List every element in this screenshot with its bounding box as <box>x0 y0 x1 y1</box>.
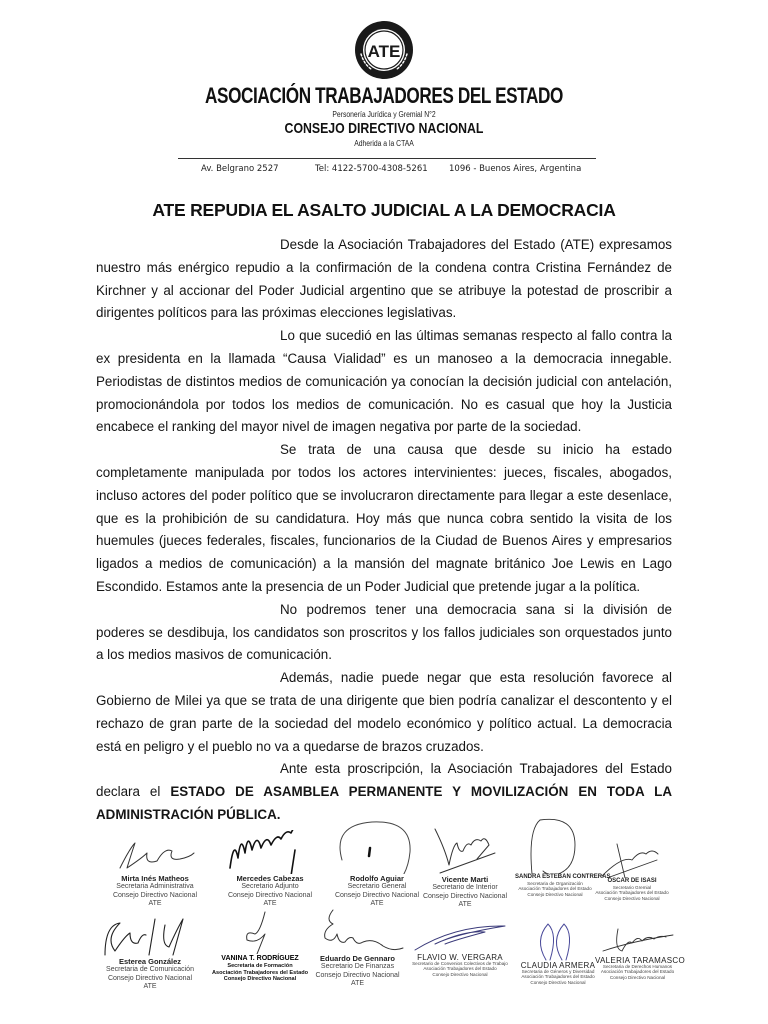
signature-scrawl <box>598 925 678 957</box>
signature-scrawl <box>592 842 672 878</box>
paragraph: Lo que sucedió en las últimas semanas respecto al fallo contra la ex presidenta en la llamada “Causa Vialidad” es un manoseo a la democracia innegable. Periodistas de distintos medios de comunicación ya conocían la decisión judicial con antelación, promocionándola por todos los medios de comunicación. No es casual que hoy la Justicia encabece el ranking del mayor nivel de imagen negativa por parte de la sociedad. <box>96 328 672 435</box>
signature-block: Mirta Inés Matheos Secretaria Administrativa Consejo Directivo Nacional ATE <box>100 838 210 909</box>
address: Av. Belgrano 2527 <box>201 164 279 174</box>
signature-scrawl <box>95 915 205 957</box>
signature-block: Mercedes Cabezas Secretario Adjunto Consejo Directivo Nacional ATE <box>215 830 325 909</box>
affiliation: Adherida a la CTAA <box>354 139 414 148</box>
closing-lead: Ante esta proscripción, la Asociación Trabajadores del Estado declara el <box>96 761 672 800</box>
paragraph: No podremos tener una democracia sana si la división de poderes se desdibuja, los candidatos son proscritos y los fallos judiciales son orquestados junto a los medios masivos de comunicación. <box>96 601 672 663</box>
signature-scrawl <box>518 916 598 962</box>
closing-paragraph <box>96 758 672 826</box>
paragraph: Se trata de una causa que desde su inicio ha estado completamente manipulada por todos los actores intervinientes: jueces, fiscales, abogados, incluso actores del poder político que se involucraron directamente para llegar a este desenlace, que es la prohibición de su candidatura. Hoy más que nunca cobra sentido la visita de los huemules (jueces federales, fiscales, funcionarios de la Ciudad de Buenos Aires y empresarios ligados a medios de comunicación) a la mansión del magnate británico Joe Lewis en Lago Escondido. Estamos ante la presencia de un Poder Judicial que pretende jugar a la política. <box>96 442 672 594</box>
city: 1096 - Buenos Aires, Argentina <box>449 164 582 174</box>
signature-block: Rodolfo Aguiar Secretario General Consejo Directivo Nacional ATE <box>322 820 432 909</box>
council-name: CONSEJO DIRECTIVO NACIONAL <box>284 120 484 137</box>
ate-emblem-icon <box>349 18 419 82</box>
signature-block: FLAVIO W. VERGARA Secretario de Convenios Colectivos de Trabajo Asociación Trabajadores del Estado Consejo Directivo Nacional <box>405 922 515 977</box>
document-body <box>96 234 672 827</box>
paragraph: Desde la Asociación Trabajadores del Estado (ATE) expresamos nuestro más enérgico repudio a la confirmación de la condena contra Cristina Fernández de Kirchner y al accionar del Poder Judicial argentino que se atribuye la potestad de proscribir a dirigentes políticos para las próximas elecciones legislativas. <box>96 237 672 321</box>
svg-text:ATE: ATE <box>367 42 401 61</box>
phone: Tel: 4122-5700-4308-5261 <box>315 164 428 174</box>
signature-block: Eduardo De Gennaro Secretario De Finanzas Consejo Directivo Nacional ATE <box>300 908 415 989</box>
signature-scrawl <box>220 830 320 874</box>
signature-scrawl <box>105 838 205 874</box>
signature-scrawl <box>405 922 515 954</box>
signature-block: CLAUDIA ARMERA Secretaria de Géneros y Diversidad Asociación Trabajadores del Estado Consejo Directivo Nacional <box>518 916 598 985</box>
signature-scrawl <box>515 818 595 874</box>
document-title: ATE REPUDIA EL ASALTO JUDICIAL A LA DEMOCRACIA <box>152 200 616 220</box>
signature-scrawl <box>303 908 413 954</box>
signature-block: OSCAR DE ISASI Secretario Gremial Asociación Trabajadores del Estado Consejo Directivo Nacional <box>592 842 672 901</box>
signature-block: Vicente Marti Secretario de Interior Consejo Directivo Nacional ATE <box>410 825 520 910</box>
legal-status: Personería Jurídica y Gremial N°2 <box>332 110 436 119</box>
paragraph: Además, nadie puede negar que esta resolución favorece al Gobierno de Milei ya que se trata de una dirigente que bien podría canalizar el descontento y el rechazo de gran parte de la sociedad del modelo económico y político actual. La democracia está en peligro y el pueblo no va a quedarse de brazos cruzados. <box>96 670 672 754</box>
signature-scrawl <box>415 825 515 875</box>
organization-name: ASOCIACIÓN TRABAJADORES DEL ESTADO <box>205 83 563 108</box>
signature-scrawl <box>220 910 300 954</box>
signature-block: VALERIA TARAMASCO Secretaria de Derechos Humanos Asociación Trabajadores del Estado Consejo Directivo Nacional <box>595 925 680 980</box>
header-divider <box>178 158 596 159</box>
closing-emphasis: ESTADO DE ASAMBLEA PERMANENTE Y MOVILIZACIÓN EN TODA LA ADMINISTRACIÓN PÚBLICA. <box>96 784 672 822</box>
signature-block: VANINA T. RODRÍGUEZ Secretaria de Formación Asociación Trabajadores del Estado Consejo Directivo Nacional <box>205 910 315 983</box>
signature-block: SANDRA ESTEBAN CONTRERAS Secretaria de Organización Asociación Trabajadores del Estado Consejo Directivo Nacional <box>515 818 595 897</box>
signature-block: Esterea González Secretaria de Comunicación Consejo Directivo Nacional ATE <box>95 915 205 992</box>
